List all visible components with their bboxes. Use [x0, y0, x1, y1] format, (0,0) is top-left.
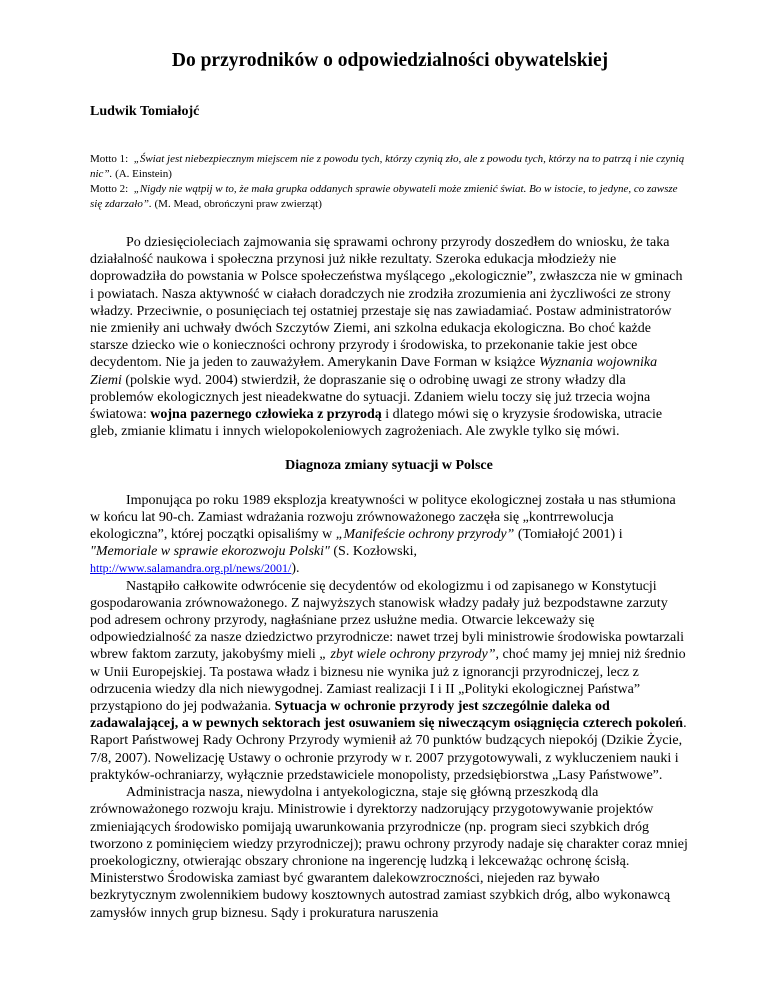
paragraph-3-emphasis: Sytuacja w ochronie przyrody jest szczególnie daleka od zadawalającej, a w pewnych sektorach jest osuwaniem się niweczącym osiągnięcia czterech pokoleń	[90, 699, 684, 732]
paragraph-1-text-b: (polskie wyd. 2004) stwierdził, że dopraszanie się o odrobinę uwagi ze strony władzy dla problemów ekologicznych jest nieadekwatne do sytuacji. Zdaniem wielu toczy się już trzecia wojna światowa:	[90, 372, 651, 423]
memorial-title: "Memoriale w sprawie ekorozwoju Polski"	[90, 544, 330, 560]
paragraph-1-text-a: Po dziesięcioleciach zajmowania się sprawami ochrony przyrody doszedłem do wniosku, że taka działalność naukowa i społeczna przynosi już nikłe rezultaty. Szeroka edukacja młodzieży nie doprowadziła do powstania w Polsce społeczeństwa myślącego „ekologicznie”, zwłaszcza nie w gminach i powiatach. Nasza aktywność w ciałach doradczych nie zrodziła zrozumienia ani życzliwości ze strony władzy. Przeciwnie, o posunięciach tej ostatniej przestaje się nas zawiadamiać. Postaw administratorów nie zmieniły ani uchwały dwóch Szczytów Ziemi, ani szkolna edukacja ekologiczna. Bo choć każde starsze dziecko wie o konieczności ochrony przyrody i środowiska, to przekonanie takie jest obce decydentom. Nie ja jeden to zauważyłem. Amerykanin Dave Forman w książce	[90, 235, 683, 371]
paragraph-3-text-c: . Raport Państwowej Rady Ochrony Przyrody wymienił aż 70 punktów budzących niepokój (Dzikie Życie, 7/8, 2007). Nowelizację Ustawy o ochronie przyrody w r. 2007 przygotowywali, z wykluczeniem nauki i praktyków-ochraniarzy, wyłącznie przedstawiciele monopolisty, przedsiębiorstwa „Lasy Państwowe”.	[90, 716, 687, 783]
paragraph-3-text-a: Nastąpiło całkowite odwrócenie się decydentów od ekologizmu i od zapisanego w Konstytucji gospodarowania zrównoważonego. Z najwyższych stanowisk władzy padały już bezpodstawne zarzuty pod adresem ochrony przyrody, nagłaśniane przez usłużne media. Otwarcie lekceważy się odpowiedzialność za nasze dziedzictwo przyrodnicze: nawet trzej byli ministrowie środowiska powtarzali wbrew faktom zarzuty, jakobyśmy mieli	[90, 578, 685, 663]
motto-2-quote: „Nigdy nie wątpij w to, że mała grupka oddanych sprawie obywateli może zmienić świat. Bo w istocie, to jedyne, co zawsze się zdarzało”.	[90, 183, 678, 210]
book-title: Wyznania wojownika Ziemi	[90, 355, 658, 388]
paragraph-2-text-c: (S. Kozłowski,	[329, 544, 418, 560]
paragraph-2-text-a: Imponująca po roku 1989 eksplozja kreatywności w polityce ekologicznej została u nas stłumiona w końcu lat 90-ch. Zamiast wdrażania rozwoju zrównoważonego zaczęła się „kontrrewolucja ekologiczna”, której początki opisaliśmy w	[90, 492, 676, 543]
paragraph-2-text-d: ).	[291, 561, 300, 577]
document-body	[90, 234, 688, 922]
salamandra-link[interactable]: http://www.salamandra.org.pl/news/2001/	[90, 561, 292, 576]
motto-2-source: (M. Mead, obrończyni praw zwierząt)	[154, 198, 322, 210]
paragraph-2-text-b: (Tomiałojć 2001) i	[514, 527, 623, 543]
motto-1-label: Motto 1:	[90, 153, 129, 165]
motto-block	[90, 152, 690, 212]
manifest-title: „Manifeście ochrony przyrody”	[335, 527, 515, 543]
paragraph-3-text-b: choć mamy jej mniej niż średnio w Unii Europejskiej. Ta postawa władz i biznesu nie wynika już z ignorancji przyrodniczej, lecz z odrzucenia wiedzy dla nich niewygodnej. Zamiast realizacji I i II „Polityki ekologicznej Państwa” przystąpiono do jej podważania.	[90, 647, 686, 715]
author-name: Ludwik Tomiałojć	[90, 104, 200, 119]
paragraph-3	[90, 578, 688, 784]
motto-2	[90, 182, 690, 212]
paragraph-2	[90, 492, 688, 578]
paragraph-4: Administracja nasza, niewydolna i antyekologiczna, staje się główną przeszkodą dla zrównoważonego rozwoju kraju. Ministrowie i dyrektorzy nadzorujący przygotowywanie projektów zmieniających środowisko pomijają uwarunkowania przyrodnicze (np. program sieci szybkich dróg tworzono z pominięciem wiedzy przyrodniczej); prawu ochrony przyrody nadaje się charakter coraz mniej proekologiczny, otwierając obszary chronione na ingerencję ludzką i lekceważąc ochronę ścisłą. Ministerstwo Środowiska zamiast być gwarantem dalekowzroczności, niejeden raz bywało bezkrytycznym zwolennikiem budowy kosztownych autostrad zamiast szybkich dróg, albo wykonawcą zamysłów innych grup biznesu. Sądy i prokuratura naruszenia	[90, 785, 688, 921]
motto-1	[90, 152, 690, 182]
motto-2-label: Motto 2:	[90, 183, 129, 195]
paragraph-1-emphasis: wojna pazernego człowieka z przyrodą	[150, 407, 382, 423]
paragraph-1	[90, 234, 688, 440]
paragraph-3-quote: „ zbyt wiele ochrony przyrody”,	[319, 647, 500, 663]
motto-1-source: (A. Einstein)	[115, 168, 172, 180]
motto-1-quote: „Świat jest niebezpiecznym miejscem nie z powodu tych, którzy czynią zło, ale z powodu tych, którzy na to patrzą i nie czynią nic”.	[90, 153, 685, 180]
section-heading: Diagnoza zmiany sytuacji w Polsce	[285, 458, 493, 474]
paragraph-1-text-c: i dlatego mówi się o kryzysie środowiska, utracie gleb, zmianie klimatu i innych wielopokoleniowych zagrożeniach. Ale zwykle tylko się mówi.	[90, 407, 663, 440]
document-title: Do przyrodników o odpowiedzialności obywatelskiej	[171, 50, 609, 71]
